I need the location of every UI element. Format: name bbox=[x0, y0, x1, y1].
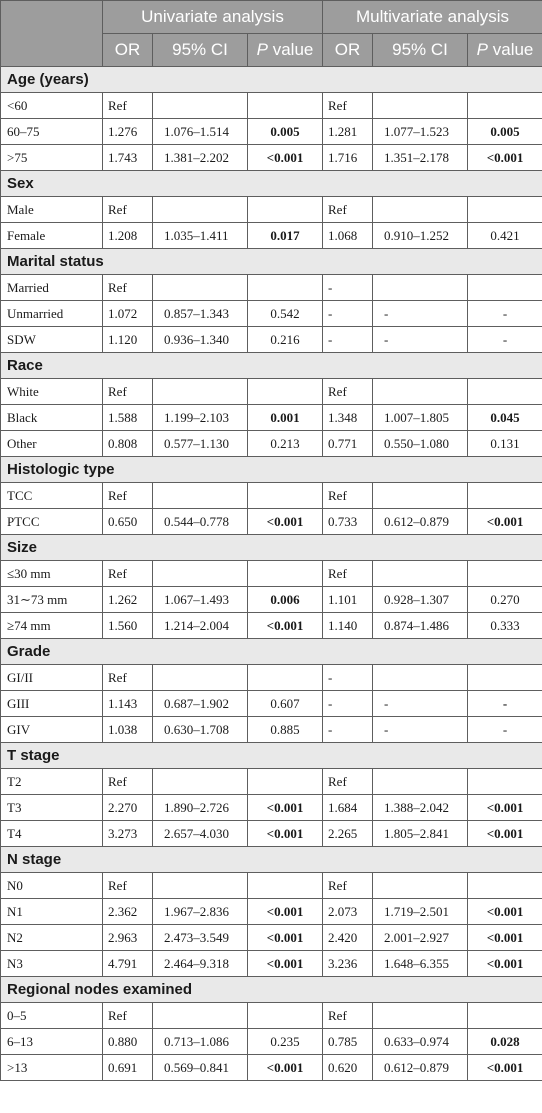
uni-or-cell: 1.143 bbox=[103, 691, 153, 717]
uni-ci-cell: 1.199–2.103 bbox=[153, 405, 248, 431]
p-symbol: P bbox=[476, 40, 489, 59]
section-title: T stage bbox=[1, 743, 542, 769]
table-row bbox=[1, 795, 542, 821]
multi-ci-cell: - bbox=[373, 691, 468, 717]
multi-p-cell: - bbox=[468, 301, 542, 327]
uni-p-cell bbox=[248, 379, 323, 405]
uni-ci-header: 95% CI bbox=[153, 34, 248, 67]
multi-p-cell bbox=[468, 561, 542, 587]
row-label: >75 bbox=[1, 145, 103, 171]
multi-or-cell: - bbox=[323, 665, 373, 691]
multi-or-cell: Ref bbox=[323, 1003, 373, 1029]
multi-ci-cell bbox=[373, 769, 468, 795]
header-row-groups bbox=[1, 1, 542, 34]
multi-ci-cell: 0.874–1.486 bbox=[373, 613, 468, 639]
row-label: Married bbox=[1, 275, 103, 301]
table-row bbox=[1, 665, 542, 691]
multi-ci-cell bbox=[373, 1003, 468, 1029]
section-title: Grade bbox=[1, 639, 542, 665]
section-header-row bbox=[1, 457, 542, 483]
table-row bbox=[1, 483, 542, 509]
uni-ci-cell: 1.035–1.411 bbox=[153, 223, 248, 249]
section-title: Marital status bbox=[1, 249, 542, 275]
uni-or-cell: Ref bbox=[103, 665, 153, 691]
uni-or-cell: 1.262 bbox=[103, 587, 153, 613]
header-corner-cell bbox=[1, 1, 103, 67]
section-title: Regional nodes examined bbox=[1, 977, 542, 1003]
multi-ci-cell: 1.007–1.805 bbox=[373, 405, 468, 431]
table-row bbox=[1, 197, 542, 223]
multi-or-cell: 3.236 bbox=[323, 951, 373, 977]
uni-ci-cell: 2.657–4.030 bbox=[153, 821, 248, 847]
multi-ci-cell: 2.001–2.927 bbox=[373, 925, 468, 951]
multi-or-cell: Ref bbox=[323, 379, 373, 405]
uni-ci-cell: 0.687–1.902 bbox=[153, 691, 248, 717]
section-header-row bbox=[1, 249, 542, 275]
row-label: 60–75 bbox=[1, 119, 103, 145]
multi-p-cell bbox=[468, 873, 542, 899]
uni-p-cell: 0.216 bbox=[248, 327, 323, 353]
multi-or-cell: - bbox=[323, 301, 373, 327]
table-row bbox=[1, 691, 542, 717]
row-label: Black bbox=[1, 405, 103, 431]
uni-p-cell: <0.001 bbox=[248, 925, 323, 951]
section-title: N stage bbox=[1, 847, 542, 873]
multi-ci-cell: 1.719–2.501 bbox=[373, 899, 468, 925]
multi-ci-cell: 1.388–2.042 bbox=[373, 795, 468, 821]
p-value-label: value bbox=[267, 40, 314, 59]
multi-p-cell: 0.270 bbox=[468, 587, 542, 613]
uni-ci-cell: 1.967–2.836 bbox=[153, 899, 248, 925]
table-row bbox=[1, 1003, 542, 1029]
uni-ci-cell: 1.067–1.493 bbox=[153, 587, 248, 613]
uni-ci-cell bbox=[153, 873, 248, 899]
row-label: <60 bbox=[1, 93, 103, 119]
multi-ci-cell: 0.633–0.974 bbox=[373, 1029, 468, 1055]
uni-p-cell bbox=[248, 483, 323, 509]
uni-or-cell: 1.276 bbox=[103, 119, 153, 145]
multi-or-cell: - bbox=[323, 691, 373, 717]
multi-or-cell: 1.140 bbox=[323, 613, 373, 639]
section-header-row bbox=[1, 353, 542, 379]
multi-or-cell: Ref bbox=[323, 93, 373, 119]
multi-p-cell: - bbox=[468, 691, 542, 717]
table-row bbox=[1, 613, 542, 639]
uni-ci-cell bbox=[153, 275, 248, 301]
uni-ci-cell bbox=[153, 483, 248, 509]
multi-p-cell: <0.001 bbox=[468, 925, 542, 951]
table-body bbox=[1, 67, 542, 1081]
table-row bbox=[1, 223, 542, 249]
uni-ci-cell: 0.713–1.086 bbox=[153, 1029, 248, 1055]
multivariate-header: Multivariate analysis bbox=[323, 1, 542, 34]
multi-or-cell: Ref bbox=[323, 483, 373, 509]
univariate-header: Univariate analysis bbox=[103, 1, 323, 34]
uni-or-cell: Ref bbox=[103, 1003, 153, 1029]
multi-or-cell: 2.073 bbox=[323, 899, 373, 925]
multi-or-cell: 2.420 bbox=[323, 925, 373, 951]
row-label: T4 bbox=[1, 821, 103, 847]
uni-or-cell: Ref bbox=[103, 769, 153, 795]
uni-ci-cell: 1.214–2.004 bbox=[153, 613, 248, 639]
row-label: N3 bbox=[1, 951, 103, 977]
uni-or-cell: 1.038 bbox=[103, 717, 153, 743]
uni-or-header: OR bbox=[103, 34, 153, 67]
uni-p-cell: <0.001 bbox=[248, 145, 323, 171]
multi-or-cell: Ref bbox=[323, 197, 373, 223]
multi-or-cell: 1.684 bbox=[323, 795, 373, 821]
uni-ci-cell: 2.473–3.549 bbox=[153, 925, 248, 951]
uni-p-cell: <0.001 bbox=[248, 821, 323, 847]
uni-ci-cell bbox=[153, 93, 248, 119]
uni-p-cell: <0.001 bbox=[248, 951, 323, 977]
row-label: TCC bbox=[1, 483, 103, 509]
row-label: Unmarried bbox=[1, 301, 103, 327]
uni-or-cell: Ref bbox=[103, 483, 153, 509]
multi-p-cell: 0.131 bbox=[468, 431, 542, 457]
table-row bbox=[1, 119, 542, 145]
section-header-row bbox=[1, 639, 542, 665]
multi-or-cell: 0.771 bbox=[323, 431, 373, 457]
uni-or-cell: 0.650 bbox=[103, 509, 153, 535]
section-title: Race bbox=[1, 353, 542, 379]
multi-p-cell bbox=[468, 483, 542, 509]
section-header-row bbox=[1, 171, 542, 197]
uni-p-cell: <0.001 bbox=[248, 1055, 323, 1081]
row-label: Other bbox=[1, 431, 103, 457]
multi-ci-cell: 1.077–1.523 bbox=[373, 119, 468, 145]
multi-ci-cell: 0.550–1.080 bbox=[373, 431, 468, 457]
multi-p-cell bbox=[468, 379, 542, 405]
table-row bbox=[1, 587, 542, 613]
table-row bbox=[1, 951, 542, 977]
uni-p-cell: 0.213 bbox=[248, 431, 323, 457]
multi-or-cell: 1.281 bbox=[323, 119, 373, 145]
table-row bbox=[1, 717, 542, 743]
uni-or-cell: 3.273 bbox=[103, 821, 153, 847]
multi-p-cell: <0.001 bbox=[468, 145, 542, 171]
uni-ci-cell: 0.857–1.343 bbox=[153, 301, 248, 327]
uni-or-cell: 1.560 bbox=[103, 613, 153, 639]
table-row bbox=[1, 301, 542, 327]
uni-p-cell bbox=[248, 769, 323, 795]
uni-or-cell: Ref bbox=[103, 379, 153, 405]
uni-or-cell: 4.791 bbox=[103, 951, 153, 977]
row-label: Female bbox=[1, 223, 103, 249]
multi-p-cell bbox=[468, 769, 542, 795]
uni-or-cell: 1.072 bbox=[103, 301, 153, 327]
table-row bbox=[1, 561, 542, 587]
multi-or-cell: - bbox=[323, 717, 373, 743]
multi-ci-cell: - bbox=[373, 301, 468, 327]
multi-p-cell: - bbox=[468, 717, 542, 743]
multi-ci-cell bbox=[373, 561, 468, 587]
multi-ci-cell: 0.612–0.879 bbox=[373, 509, 468, 535]
row-label: >13 bbox=[1, 1055, 103, 1081]
section-title: Size bbox=[1, 535, 542, 561]
multi-p-cell bbox=[468, 93, 542, 119]
uni-or-cell: Ref bbox=[103, 873, 153, 899]
multi-ci-cell bbox=[373, 379, 468, 405]
section-header-row bbox=[1, 977, 542, 1003]
table-row bbox=[1, 405, 542, 431]
multi-p-cell: 0.421 bbox=[468, 223, 542, 249]
uni-p-cell bbox=[248, 93, 323, 119]
multi-or-cell: Ref bbox=[323, 873, 373, 899]
table-row bbox=[1, 509, 542, 535]
multi-or-cell: 1.348 bbox=[323, 405, 373, 431]
row-label: ≤30 mm bbox=[1, 561, 103, 587]
row-label: GIV bbox=[1, 717, 103, 743]
uni-ci-cell bbox=[153, 665, 248, 691]
row-label: GI/II bbox=[1, 665, 103, 691]
multi-p-cell: <0.001 bbox=[468, 509, 542, 535]
section-header-row bbox=[1, 847, 542, 873]
uni-p-cell: 0.005 bbox=[248, 119, 323, 145]
uni-or-cell: 1.120 bbox=[103, 327, 153, 353]
uni-ci-cell bbox=[153, 379, 248, 405]
multi-or-cell: Ref bbox=[323, 561, 373, 587]
row-label: SDW bbox=[1, 327, 103, 353]
uni-or-cell: 2.963 bbox=[103, 925, 153, 951]
multi-or-cell: - bbox=[323, 275, 373, 301]
uni-ci-cell: 0.544–0.778 bbox=[153, 509, 248, 535]
uni-p-cell bbox=[248, 561, 323, 587]
uni-p-cell: <0.001 bbox=[248, 899, 323, 925]
multi-ci-cell: 0.910–1.252 bbox=[373, 223, 468, 249]
uni-or-cell: 2.362 bbox=[103, 899, 153, 925]
uni-p-cell bbox=[248, 665, 323, 691]
multi-ci-cell: 1.648–6.355 bbox=[373, 951, 468, 977]
table-row bbox=[1, 145, 542, 171]
table-row bbox=[1, 899, 542, 925]
uni-or-cell: 0.808 bbox=[103, 431, 153, 457]
multi-ci-cell bbox=[373, 873, 468, 899]
multi-p-cell: 0.028 bbox=[468, 1029, 542, 1055]
multi-or-cell: 1.068 bbox=[323, 223, 373, 249]
uni-p-cell: 0.001 bbox=[248, 405, 323, 431]
uni-or-cell: 0.691 bbox=[103, 1055, 153, 1081]
multi-ci-cell: - bbox=[373, 327, 468, 353]
multi-or-cell: - bbox=[323, 327, 373, 353]
uni-or-cell: 1.588 bbox=[103, 405, 153, 431]
multi-or-cell: 2.265 bbox=[323, 821, 373, 847]
table-row bbox=[1, 925, 542, 951]
p-symbol: P bbox=[256, 40, 268, 59]
row-label: 6–13 bbox=[1, 1029, 103, 1055]
uni-p-header bbox=[248, 34, 323, 67]
multi-p-cell bbox=[468, 275, 542, 301]
multi-or-cell: Ref bbox=[323, 769, 373, 795]
multi-ci-cell bbox=[373, 665, 468, 691]
uni-ci-cell: 0.630–1.708 bbox=[153, 717, 248, 743]
multi-ci-cell: - bbox=[373, 717, 468, 743]
multi-p-cell: <0.001 bbox=[468, 821, 542, 847]
row-label: 0–5 bbox=[1, 1003, 103, 1029]
section-header-row bbox=[1, 67, 542, 93]
row-label: T3 bbox=[1, 795, 103, 821]
row-label: N0 bbox=[1, 873, 103, 899]
multi-p-cell: <0.001 bbox=[468, 951, 542, 977]
multi-p-cell: <0.001 bbox=[468, 899, 542, 925]
uni-p-cell: <0.001 bbox=[248, 795, 323, 821]
uni-ci-cell: 0.936–1.340 bbox=[153, 327, 248, 353]
multi-ci-cell: 1.805–2.841 bbox=[373, 821, 468, 847]
table-row bbox=[1, 873, 542, 899]
uni-ci-cell bbox=[153, 1003, 248, 1029]
table-row bbox=[1, 431, 542, 457]
multi-p-cell: 0.333 bbox=[468, 613, 542, 639]
uni-ci-cell: 0.569–0.841 bbox=[153, 1055, 248, 1081]
section-title: Age (years) bbox=[1, 67, 542, 93]
section-header-row bbox=[1, 535, 542, 561]
row-label: N2 bbox=[1, 925, 103, 951]
multi-p-cell: 0.005 bbox=[468, 119, 542, 145]
uni-p-cell: <0.001 bbox=[248, 509, 323, 535]
table-row bbox=[1, 327, 542, 353]
section-header-row bbox=[1, 743, 542, 769]
multi-or-cell: 1.716 bbox=[323, 145, 373, 171]
section-title: Histologic type bbox=[1, 457, 542, 483]
table-row bbox=[1, 821, 542, 847]
uni-p-cell: 0.607 bbox=[248, 691, 323, 717]
row-label: PTCC bbox=[1, 509, 103, 535]
uni-ci-cell bbox=[153, 197, 248, 223]
multi-ci-cell bbox=[373, 483, 468, 509]
table-row bbox=[1, 275, 542, 301]
table-row bbox=[1, 1029, 542, 1055]
uni-p-cell: 0.885 bbox=[248, 717, 323, 743]
table-header bbox=[1, 1, 542, 67]
multi-p-cell: <0.001 bbox=[468, 795, 542, 821]
multi-or-cell: 0.733 bbox=[323, 509, 373, 535]
uni-or-cell: 1.208 bbox=[103, 223, 153, 249]
row-label: ≥74 mm bbox=[1, 613, 103, 639]
uni-or-cell: 0.880 bbox=[103, 1029, 153, 1055]
row-label: Male bbox=[1, 197, 103, 223]
uni-p-cell bbox=[248, 1003, 323, 1029]
uni-ci-cell bbox=[153, 561, 248, 587]
multi-ci-header: 95% CI bbox=[373, 34, 468, 67]
row-label: T2 bbox=[1, 769, 103, 795]
table-row bbox=[1, 1055, 542, 1081]
uni-p-cell: <0.001 bbox=[248, 613, 323, 639]
multi-or-cell: 1.101 bbox=[323, 587, 373, 613]
multi-p-cell bbox=[468, 665, 542, 691]
table-row bbox=[1, 769, 542, 795]
multi-or-cell: 0.620 bbox=[323, 1055, 373, 1081]
uni-or-cell: 2.270 bbox=[103, 795, 153, 821]
row-label: White bbox=[1, 379, 103, 405]
uni-p-cell bbox=[248, 197, 323, 223]
section-title: Sex bbox=[1, 171, 542, 197]
row-label: GIII bbox=[1, 691, 103, 717]
table-row bbox=[1, 379, 542, 405]
uni-or-cell: Ref bbox=[103, 275, 153, 301]
uni-ci-cell: 2.464–9.318 bbox=[153, 951, 248, 977]
multi-p-header bbox=[468, 34, 542, 67]
uni-ci-cell: 1.890–2.726 bbox=[153, 795, 248, 821]
uni-or-cell: 1.743 bbox=[103, 145, 153, 171]
multi-p-cell: 0.045 bbox=[468, 405, 542, 431]
multi-or-cell: 0.785 bbox=[323, 1029, 373, 1055]
multi-ci-cell bbox=[373, 93, 468, 119]
multi-p-cell: <0.001 bbox=[468, 1055, 542, 1081]
multi-ci-cell: 1.351–2.178 bbox=[373, 145, 468, 171]
multi-ci-cell bbox=[373, 275, 468, 301]
uni-p-cell: 0.235 bbox=[248, 1029, 323, 1055]
uni-or-cell: Ref bbox=[103, 197, 153, 223]
uni-p-cell: 0.017 bbox=[248, 223, 323, 249]
row-label: 31∼73 mm bbox=[1, 587, 103, 613]
table-row bbox=[1, 93, 542, 119]
row-label: N1 bbox=[1, 899, 103, 925]
uni-ci-cell: 1.076–1.514 bbox=[153, 119, 248, 145]
p-value-label: value bbox=[488, 40, 534, 59]
multi-p-cell bbox=[468, 197, 542, 223]
uni-ci-cell: 0.577–1.130 bbox=[153, 431, 248, 457]
multi-p-cell: - bbox=[468, 327, 542, 353]
uni-p-cell: 0.542 bbox=[248, 301, 323, 327]
uni-ci-cell bbox=[153, 769, 248, 795]
uni-or-cell: Ref bbox=[103, 561, 153, 587]
uni-ci-cell: 1.381–2.202 bbox=[153, 145, 248, 171]
multi-ci-cell: 0.928–1.307 bbox=[373, 587, 468, 613]
uni-p-cell bbox=[248, 275, 323, 301]
multi-ci-cell: 0.612–0.879 bbox=[373, 1055, 468, 1081]
multi-ci-cell bbox=[373, 197, 468, 223]
uni-p-cell bbox=[248, 873, 323, 899]
uni-or-cell: Ref bbox=[103, 93, 153, 119]
multi-or-header: OR bbox=[323, 34, 373, 67]
uni-p-cell: 0.006 bbox=[248, 587, 323, 613]
multi-p-cell bbox=[468, 1003, 542, 1029]
